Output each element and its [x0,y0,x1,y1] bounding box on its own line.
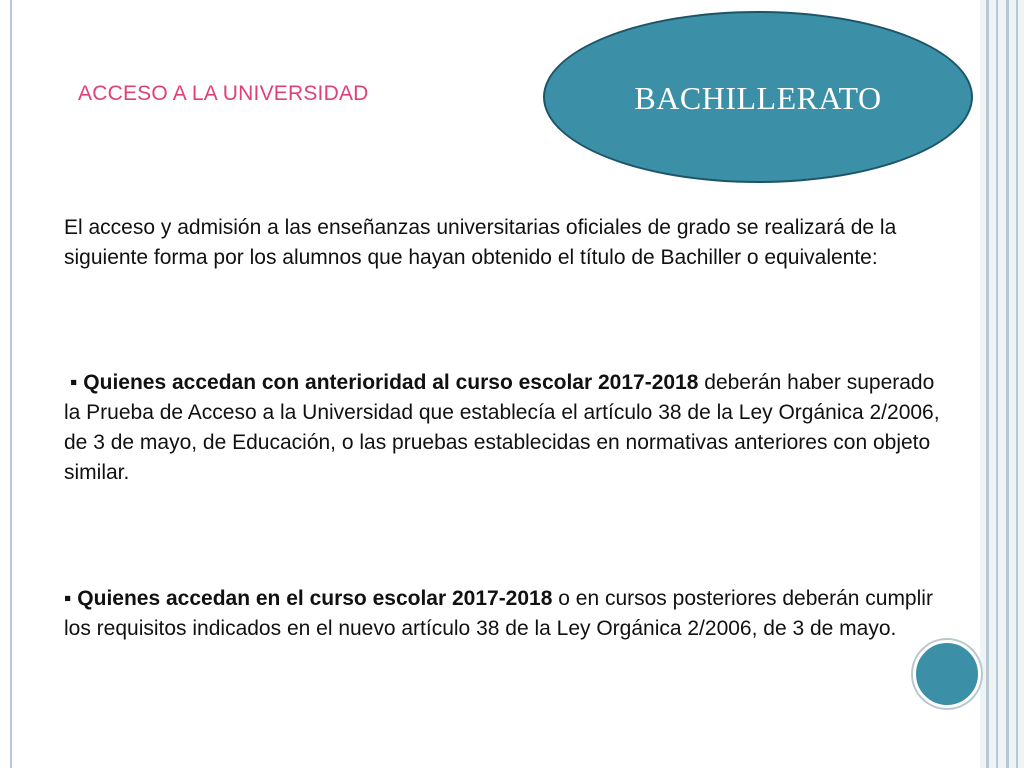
intro-paragraph: El acceso y admisión a las enseñanzas universitarias oficiales de grado se realizará de la siguiente forma por los alumnos que hayan obtenido el título de Bachiller o equivalente: [64,216,897,269]
bullet-bold-text: Quienes accedan con anterioridad al curso escolar 2017-2018 [83,371,699,394]
decorative-circle [913,640,981,708]
bullet-body-text: o en cursos posteriores deberán cumplir los requisitos indicados en el nuevo artículo 38 de la Ley Orgánica 2/2006, de 3 de mayo. [64,587,933,640]
bullet-item [64,584,944,644]
left-border-line [10,0,12,768]
bullet-marker: ▪ [64,587,72,610]
bullet-item [64,368,944,488]
slide-title: ACCESO A LA UNIVERSIDAD [78,82,369,105]
right-decorative-band [980,0,1024,768]
bullet-body-text: deberán haber superado la Prueba de Acceso a la Universidad que establecía el artículo 38 de la Ley Orgánica 2/2006, de 3 de mayo, de Educación, o las pruebas establecidas en normativas anteriores con objeto similar. [64,371,940,484]
bullet-marker: ▪ [70,371,78,394]
bullet-bold-text: Quienes accedan en el curso escolar 2017-2018 [77,587,553,610]
bachillerato-badge-label: BACHILLERATO [634,80,882,116]
